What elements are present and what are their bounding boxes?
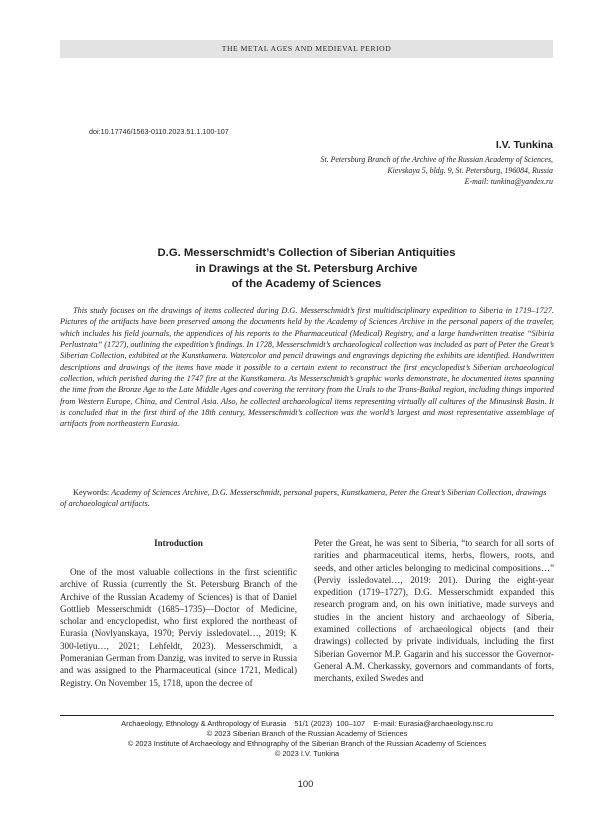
section-header: THE METAL AGES AND MEDIEVAL PERIOD (60, 40, 553, 58)
body-paragraph: One of the most valuable collections in the first scientific archive of Russia (currently the St. Petersburg Branch of the Archive of the Russian Academy of Sciences) is that of Daniel Gottlieb Messerschmidt (1685–1735)—Doctor of Medicine, scholar and encyclopedist, who first explored the northeast of Eurasia (Novlyanskaya, 1970; Perviy issledovatel…, 2019; K 300-letiyu…, 2021; Lehfeldt, 2023). Messerschmidt, a Pomeranian German from Danzig, was invited to serve in Russia and was assigned to the Pharmaceutical (since 1721, Medical) Registry. On November 15, 1718, upon the decree of (60, 567, 297, 688)
copyright-line: © 2023 Institute of Archaeology and Ethnography of the Siberian Branch of the Russian Academy of Sciences (127, 739, 487, 749)
author-block (321, 139, 554, 187)
page-number: 100 (297, 778, 314, 789)
author-affiliation: St. Petersburg Branch of the Archive of the Russian Academy of Sciences, (320, 155, 553, 164)
journal-info: Archaeology, Ethnology & Anthropology of Eurasia 51/1 (2023) 100–107 E-mail: Eurasia@archaeology.nsc.ru (121, 719, 493, 728)
keywords-list: Academy of Sciences Archive, D.G. Messerschmidt, personal papers, Kunstkamera, Peter the Great’s Siberian Collection, drawings of archaeological artifacts. (60, 488, 547, 509)
abstract: This study focuses on the drawings of items collected during D.G. Messerschmidt’s first multidisciplinary expedition to Siberia in 1719–1727. Pictures of the artifacts have been preserved among the documents held by the Academy of Sciences Archive in the personal papers of the traveler, which includes his field journals, the appendices of his reports to the Pharmaceutical (Medical) Registry, and a large handwritten treatise “Sibiria Perlustrata” (1727), outlining the expedition’s findings. In 1728, Messerschmidt’s archaeological collection was included as part of Peter the Great’s Siberian Collection, exhibited at the Kunstkamera. Watercolor and pencil drawings and engravings depicting the exhibits are identified. Handwritten descriptions and drawings of the items have made it possible to a certain extent to reconstruct the first encyclopedist’s Siberian archaeological collection, which perished during the 1747 fire at the Kunstkamera. As Messerschmidt’s graphic works demonstrate, he documented items spanning the time from the Bronze Age to the Late Middle Ages and covering the territory from the Urals to the Trans-Baikal region, including things imported from Western Europe, China, and Central Asia. Also, he collected archaeological items representing virtually all cultures of the Minusinsk Basin. It is concluded that in the first third of the 18th century, Messerschmidt’s collection was the world’s largest and most representative assemblage of artifacts from northeastern Eurasia. (60, 306, 554, 429)
keywords-label: Keywords: (73, 488, 110, 497)
title-line: D.G. Messerschmidt’s Collection of Siberian Antiquities (157, 247, 456, 259)
doi-link[interactable]: doi:10.17746/1563-0110.2023.51.1.100-107 (89, 127, 229, 136)
article-title (60, 246, 553, 293)
copyright-line: © 2023 Siberian Branch of the Russian Academy of Sciences (206, 729, 408, 739)
title-line: in Drawings at the St. Petersburg Archive (195, 262, 418, 275)
copyright-line: © 2023 I.V. Tunkina (274, 749, 340, 759)
author-name: I.V. Tunkina (495, 139, 553, 151)
author-address: Kievskaya 5, bldg. 9, St. Petersburg, 196084, Russia (387, 165, 553, 175)
right-column (314, 537, 554, 685)
body-paragraph: Peter the Great, he was sent to Siberia, “to search for all sorts of rarities and pharmaceutical items, herbs, flowers, roots, and seeds, and other articles belonging to medicinal compositions…” (Perviy issledovatel…, 2019: 201). During the eight-year expedition (1719–1727), D.G. Messerschmidt expanded this research program and, on his own initiative, made surveys and studies in the ancient history and archaeology of Siberia, examined collections of archaeological objects (and their drawings) collected by private individuals, including the first Siberian Governor M.P. Gagarin and his successor the Governor-General A.M. Cherkassky, governors and commandants of forts, merchants, exiled Swedes and (314, 538, 554, 684)
footer-divider (60, 715, 554, 716)
footer (60, 719, 554, 759)
title-line: of the Academy of Sciences (231, 278, 382, 290)
left-column (60, 537, 297, 689)
author-email[interactable]: E-mail: tunkina@yandex.ru (464, 176, 553, 186)
keywords (60, 487, 554, 510)
section-heading: Introduction (154, 538, 203, 548)
